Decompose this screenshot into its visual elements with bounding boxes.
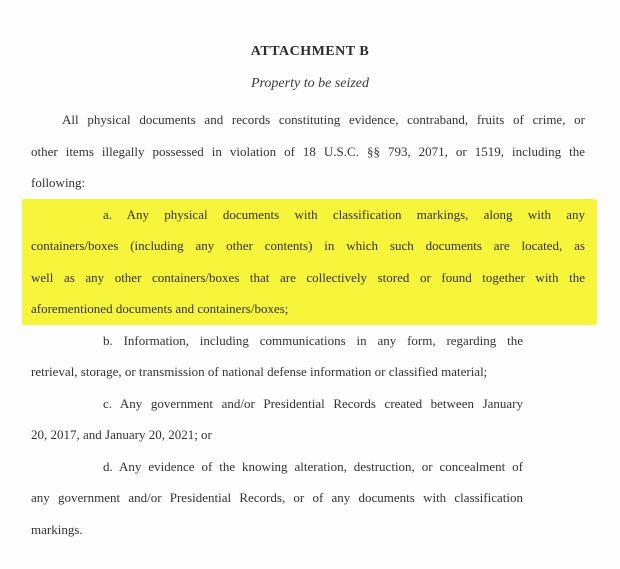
item-a-line: a. Any physical documents with classification markings, along with any [103, 206, 585, 222]
item-d-line: any government and/or Presidential Records, or of any documents with classification [31, 490, 523, 505]
item-a-line: containers/boxes (including any other contents) in which such documents are located, as [31, 238, 585, 253]
item-b-line: retrieval, storage, or transmission of national defense information or classified material; [31, 364, 488, 379]
item-d-line: markings. [31, 521, 83, 537]
intro-paragraph-line: following: [31, 175, 86, 190]
item-a-line: aforementioned documents and containers/boxes; [31, 301, 289, 316]
intro-paragraph-line: other items illegally possessed in violation of 18 U.S.C. §§ 793, 2071, or 1519, including the [31, 143, 585, 159]
highlight-block [22, 199, 597, 325]
intro-paragraph-line: All physical documents and records constituting evidence, contraband, fruits of crime, or [62, 112, 585, 127]
item-b-line: b. Information, including communications in any form, regarding the [103, 332, 523, 348]
item-d-line: d. Any evidence of the knowing alteration, destruction, or concealment of [103, 458, 523, 474]
item-a-line: well as any other containers/boxes that are collectively stored or found together with the [31, 269, 585, 285]
item-c-line: 20, 2017, and January 20, 2021; or [31, 427, 212, 442]
document-subtitle: Property to be seized [250, 76, 370, 91]
document-title: ATTACHMENT B [250, 44, 370, 59]
document-body [0, 104, 620, 545]
item-c-line: c. Any government and/or Presidential Records created between January [103, 395, 523, 411]
